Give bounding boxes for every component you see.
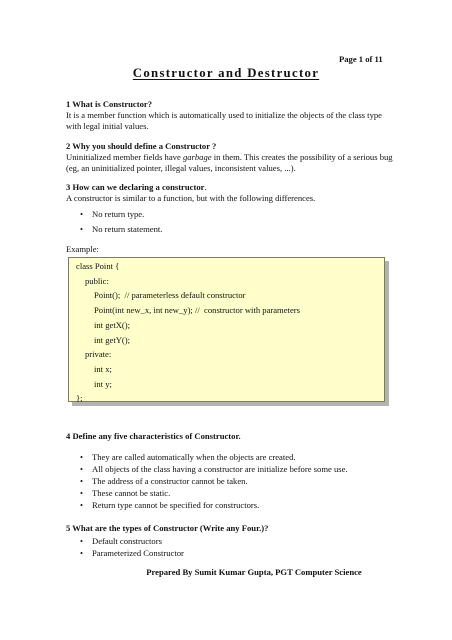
list-item: • All objects of the class having a constructor are initialize before some use. <box>66 464 396 475</box>
document-title <box>0 65 452 81</box>
code-line: int x; <box>94 363 112 374</box>
code-example-box <box>68 257 385 402</box>
difference-list <box>66 209 396 235</box>
example-label: Example: <box>66 244 99 254</box>
section-types-of-constructor <box>66 523 396 560</box>
list-item: • Return type cannot be specified for constructors. <box>66 500 396 511</box>
section-paragraph: It is a member function which is automatically used to initialize the objects of the class type with legal initial values. <box>66 110 382 131</box>
list-item: • These cannot be static. <box>66 488 396 499</box>
list-item: • The address of a constructor cannot be taken. <box>66 476 396 487</box>
code-line: Point(); // parameterless default constructor <box>94 290 246 301</box>
heading-tail: . <box>204 182 207 192</box>
section-heading: 5 What are the types of Constructor (Write any Four.)? <box>66 523 269 533</box>
code-line: int y; <box>94 378 112 389</box>
code-line: }; <box>76 393 83 404</box>
section-characteristics <box>66 431 396 512</box>
paragraph-text: in them. This creates the possibility of a serious bug (eg, an uninitialized pointer, illegal values, inconsistent values, ...). <box>66 152 393 173</box>
section-declaring-constructor <box>66 182 396 255</box>
list-item: • Parameterized Constructor <box>66 548 396 559</box>
section-what-is-constructor <box>66 99 396 132</box>
code-line: public: <box>85 275 109 286</box>
document-title-text: Constructor and Destructor <box>132 66 320 80</box>
section-paragraph: A constructor is similar to a function, but with the following differences. <box>66 193 316 203</box>
footer-credit: Prepared By Sumit Kumar Gupta, PGT Computer Science <box>146 567 362 577</box>
emphasized-text: garbage <box>182 152 212 162</box>
code-line: class Point { <box>76 261 120 271</box>
section-heading: 2 Why you should define a Constructor ? <box>66 141 217 151</box>
characteristics-list <box>66 452 396 511</box>
section-heading: 1 What is Constructor? <box>66 99 153 109</box>
list-item: • No return type. <box>66 209 396 220</box>
list-item: • Default constructors <box>66 536 396 547</box>
section-heading: 4 Define any five characteristics of Constructor. <box>66 431 241 441</box>
code-line: int getY(); <box>94 334 131 345</box>
section-paragraph <box>66 152 396 174</box>
list-item: • No return statement. <box>66 224 396 235</box>
types-list <box>66 536 396 559</box>
list-item: • They are called automatically when the objects are created. <box>66 452 396 463</box>
heading-text: 3 How can we declaring a constructor <box>66 182 205 192</box>
paragraph-text: Uninitialized member fields have <box>66 152 183 162</box>
code-line: Point(int new_x, int new_y); // constructor with parameters <box>94 305 300 316</box>
code-line: int getX(); <box>94 319 131 330</box>
page-number: Page 1 of 11 <box>339 54 383 64</box>
section-heading <box>66 182 396 193</box>
section-why-define-constructor <box>66 141 396 174</box>
code-line: private: <box>85 349 112 360</box>
